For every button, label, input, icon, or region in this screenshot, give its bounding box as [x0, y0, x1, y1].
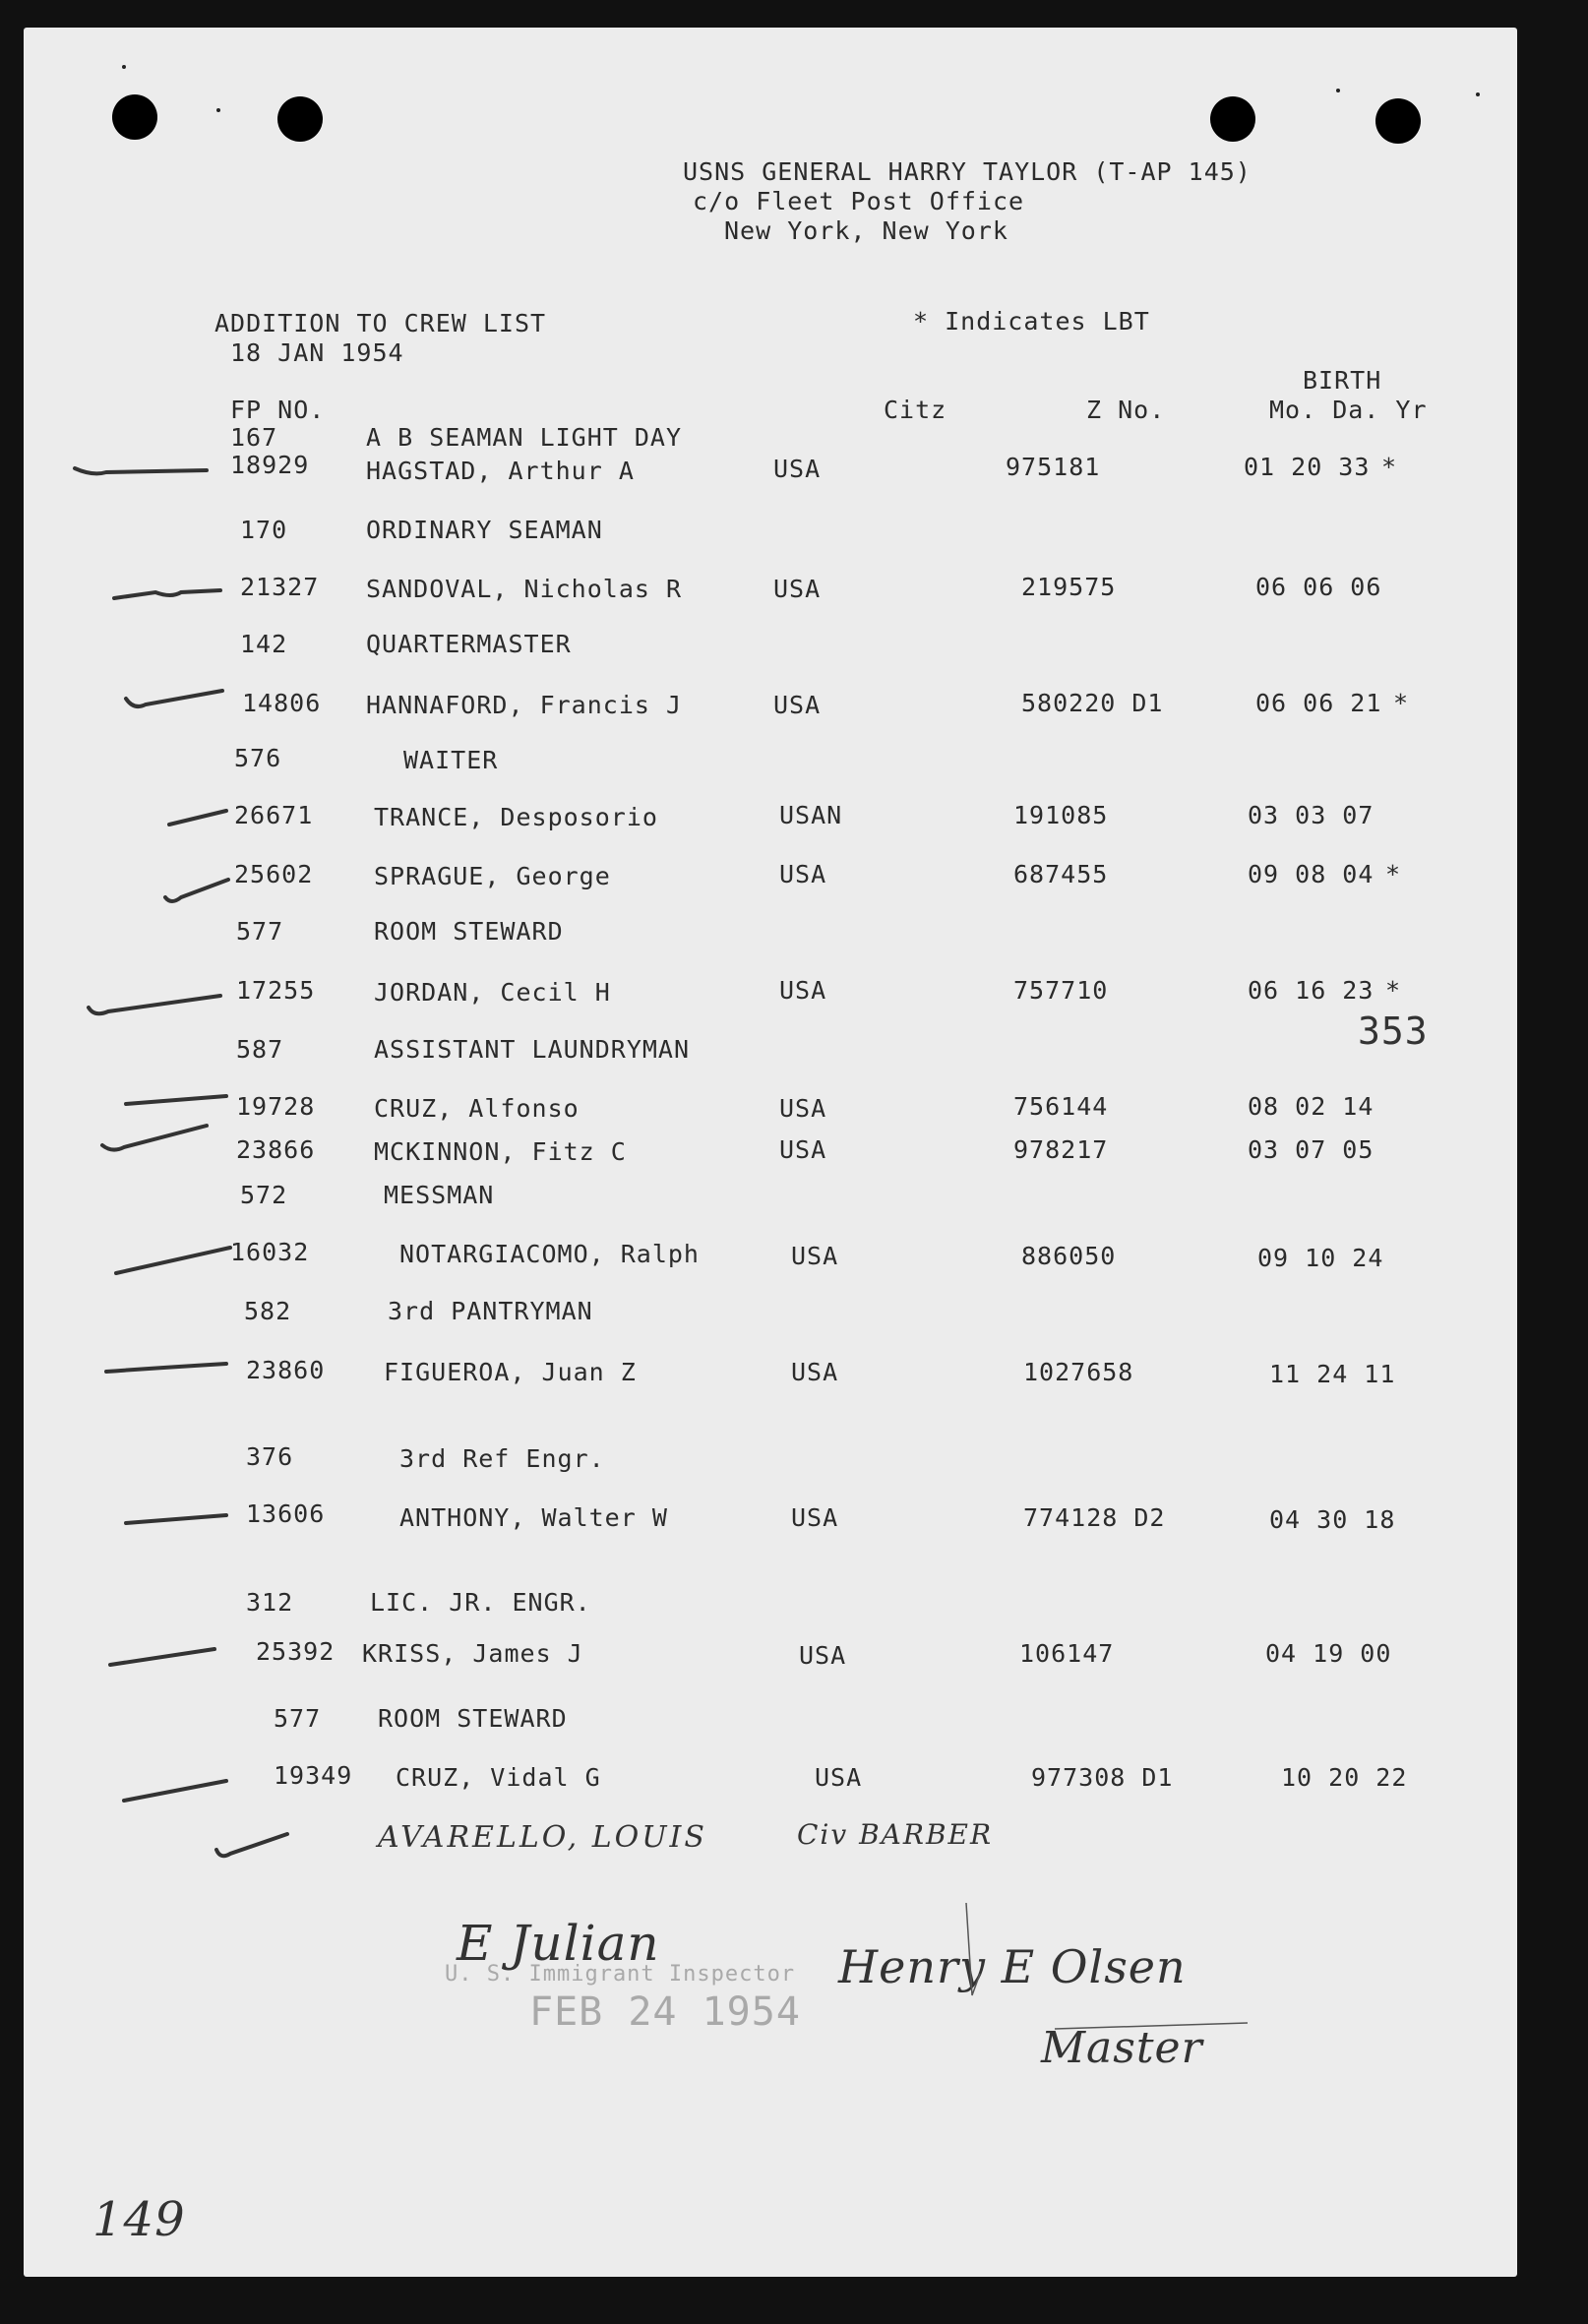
- crew-name: SPRAGUE, George: [374, 862, 611, 890]
- group-code: 312: [246, 1588, 294, 1617]
- crew-name: FIGUEROA, Juan Z: [384, 1358, 637, 1386]
- col-citz: Citz: [884, 396, 947, 424]
- group-title: ROOM STEWARD: [374, 917, 564, 946]
- crew-name: CRUZ, Vidal G: [396, 1763, 601, 1792]
- list-title: ADDITION TO CREW LIST: [214, 309, 547, 337]
- crew-birth: 09 10 24: [1257, 1244, 1384, 1272]
- crew-name: TRANCE, Desposorio: [374, 803, 658, 831]
- lbt-legend: * Indicates LBT: [913, 307, 1150, 336]
- crew-birth: 01 20 33: [1244, 453, 1371, 481]
- group-code: 587: [236, 1035, 284, 1064]
- fpo-line: c/o Fleet Post Office: [693, 187, 1025, 215]
- group-title: ORDINARY SEAMAN: [366, 516, 603, 544]
- crew-citz: USA: [815, 1763, 863, 1792]
- crew-z: 757710: [1013, 976, 1109, 1005]
- handwritten-name: AVARELLO, LOUIS: [378, 1820, 707, 1855]
- group-title: A B SEAMAN LIGHT DAY: [366, 423, 683, 452]
- lbt-mark: *: [1381, 453, 1398, 481]
- crew-num: 26671: [234, 801, 314, 829]
- col-no: FP NO.: [230, 396, 326, 424]
- crew-num: 23860: [246, 1356, 326, 1384]
- check-marks: [24, 28, 1517, 2277]
- page-number: 353: [1358, 1009, 1429, 1053]
- crew-name: ANTHONY, Walter W: [399, 1503, 668, 1532]
- crew-num: 19349: [274, 1761, 353, 1790]
- group-code: 582: [244, 1297, 292, 1325]
- stamp-inspector: U. S. Immigrant Inspector: [445, 1962, 796, 1987]
- group-code: 142: [240, 630, 288, 658]
- crew-num: 18929: [230, 451, 310, 479]
- crew-z: 977308 D1: [1031, 1763, 1174, 1792]
- group-title: 3rd Ref Engr.: [399, 1444, 605, 1473]
- crew-num: 19728: [236, 1092, 316, 1121]
- crew-birth: 04 19 00: [1265, 1639, 1392, 1668]
- group-code: 577: [274, 1704, 322, 1733]
- crew-z: 191085: [1013, 801, 1109, 829]
- stamp-date: FEB 24 1954: [529, 1989, 801, 2035]
- crew-citz: USA: [779, 976, 827, 1005]
- group-title: LIC. JR. ENGR.: [370, 1588, 591, 1617]
- crew-citz: USA: [773, 691, 822, 719]
- crew-z: 106147: [1019, 1639, 1115, 1668]
- crew-birth: 03 07 05: [1248, 1135, 1374, 1164]
- crew-birth: 06 06 21: [1255, 689, 1382, 717]
- crew-citz: USA: [773, 455, 822, 483]
- crew-num: 23866: [236, 1135, 316, 1164]
- handwritten-role: Civ BARBER: [797, 1818, 994, 1851]
- crew-citz: USA: [779, 1135, 827, 1164]
- crew-citz: USA: [791, 1503, 839, 1532]
- crew-birth: 06 06 06: [1255, 573, 1382, 601]
- crew-citz: USAN: [779, 801, 843, 829]
- crew-name: HAGSTAD, Arthur A: [366, 457, 635, 485]
- crew-birth: 06 16 23: [1248, 976, 1374, 1005]
- crew-birth: 11 24 11: [1269, 1360, 1396, 1388]
- document-page: [24, 28, 1517, 2277]
- crew-z: 580220 D1: [1021, 689, 1164, 717]
- lbt-mark: *: [1385, 860, 1402, 888]
- master-title: Master: [1041, 2023, 1203, 2073]
- crew-citz: USA: [773, 575, 822, 603]
- crew-num: 25392: [256, 1637, 336, 1666]
- group-code: 170: [240, 516, 288, 544]
- city-line: New York, New York: [724, 216, 1008, 245]
- crew-z: 886050: [1021, 1242, 1117, 1270]
- crew-name: SANDOVAL, Nicholas R: [366, 575, 683, 603]
- crew-num: 13606: [246, 1499, 326, 1528]
- group-code: 376: [246, 1442, 294, 1471]
- signature-olsen: Henry E Olsen: [838, 1940, 1187, 1993]
- lbt-mark: *: [1385, 976, 1402, 1005]
- crew-citz: USA: [779, 1094, 827, 1123]
- crew-num: 21327: [240, 573, 320, 601]
- group-title: WAITER: [403, 746, 499, 774]
- crew-citz: USA: [799, 1641, 847, 1670]
- crew-num: 25602: [234, 860, 314, 888]
- group-title: 3rd PANTRYMAN: [388, 1297, 593, 1325]
- crew-z: 687455: [1013, 860, 1109, 888]
- crew-z: 978217: [1013, 1135, 1109, 1164]
- col-birth-sub: Mo. Da. Yr: [1269, 396, 1428, 424]
- crew-name: CRUZ, Alfonso: [374, 1094, 580, 1123]
- group-code: 572: [240, 1181, 288, 1209]
- group-code: 577: [236, 917, 284, 946]
- crew-name: KRISS, James J: [362, 1639, 583, 1668]
- crew-num: 17255: [236, 976, 316, 1005]
- ship-name: USNS GENERAL HARRY TAYLOR (T-AP 145): [683, 157, 1252, 186]
- group-title: QUARTERMASTER: [366, 630, 572, 658]
- col-birth: BIRTH: [1303, 366, 1382, 395]
- crew-name: MCKINNON, Fitz C: [374, 1137, 627, 1166]
- crew-birth: 03 03 07: [1248, 801, 1374, 829]
- col-z-no: Z No.: [1086, 396, 1166, 424]
- crew-z: 756144: [1013, 1092, 1109, 1121]
- crew-citz: USA: [779, 860, 827, 888]
- list-date: 18 JAN 1954: [230, 338, 404, 367]
- crew-z: 774128 D2: [1023, 1503, 1166, 1532]
- crew-name: NOTARGIACOMO, Ralph: [399, 1240, 700, 1268]
- crew-z: 1027658: [1023, 1358, 1134, 1386]
- crew-birth: 08 02 14: [1248, 1092, 1374, 1121]
- group-code: 167: [230, 423, 278, 452]
- group-title: ASSISTANT LAUNDRYMAN: [374, 1035, 691, 1064]
- group-title: ROOM STEWARD: [378, 1704, 568, 1733]
- crew-name: HANNAFORD, Francis J: [366, 691, 683, 719]
- lbt-mark: *: [1393, 689, 1410, 717]
- group-title: MESSMAN: [384, 1181, 495, 1209]
- crew-name: JORDAN, Cecil H: [374, 978, 611, 1007]
- folio-number: 149: [92, 2192, 186, 2247]
- signature-julian: E Julian: [457, 1915, 660, 1972]
- crew-num: 16032: [230, 1238, 310, 1266]
- crew-birth: 04 30 18: [1269, 1505, 1396, 1534]
- crew-num: 14806: [242, 689, 322, 717]
- crew-z: 975181: [1006, 453, 1101, 481]
- crew-z: 219575: [1021, 573, 1117, 601]
- crew-birth: 10 20 22: [1281, 1763, 1408, 1792]
- crew-citz: USA: [791, 1242, 839, 1270]
- group-code: 576: [234, 744, 282, 772]
- crew-citz: USA: [791, 1358, 839, 1386]
- crew-birth: 09 08 04: [1248, 860, 1374, 888]
